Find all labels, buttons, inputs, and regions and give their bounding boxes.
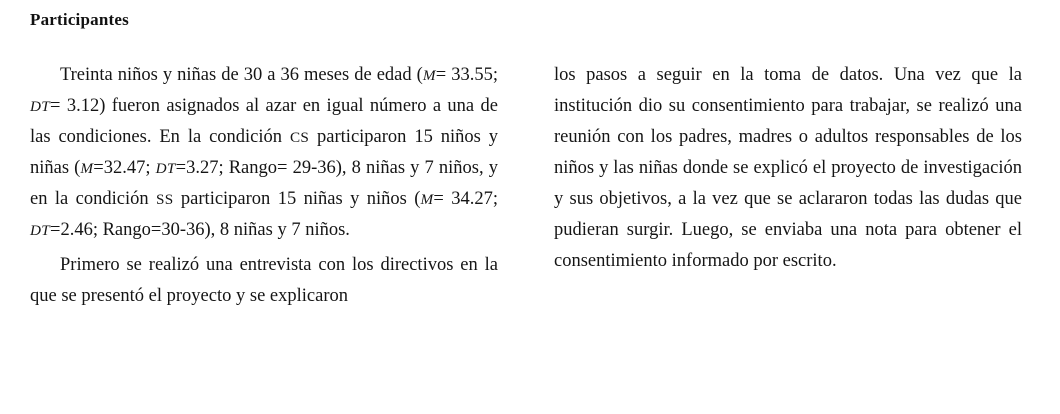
right-paragraph-1: los pasos a seguir en la toma de datos. Una vez que la institución dio su consentimiento para trabajar, se realizó una reunión con los padres, madres o adultos responsables de los niños y las niñas donde se explicó el proyecto de investigación y sus objetivos, a la vez que se aclararon todas las dudas que pudieran surgir. Luego, se enviaba una nota para obtener el consentimiento informado por escrito. [554,65,1022,271]
text-segment: = 34.27; [433,189,499,209]
abbr-mean-3: M [420,191,434,208]
abbr-sd-1: DT [30,98,51,115]
text-segment: =2.46; Rango=30-36), 8 niñas y 7 niños. [50,220,350,240]
text-segment: =3.27; Rango= 29-36), 8 niñas y 7 niños, y en la condición [30,158,498,209]
text-segment: = 3.12) fueron asignados al azar en igual número a una de las condiciones. En la condición [30,96,498,147]
section-heading: Participantes [30,10,129,29]
abbr-mean-2: M [80,160,94,177]
abbr-sd-3: DT [30,222,51,239]
text-segment: participaron 15 niños y niñas ( [30,127,498,178]
text-segment: participaron 15 niñas y niños ( [173,189,421,209]
abbr-sd-2: DT [155,160,176,177]
text-segment: Treinta niños y niñas de 30 a 36 meses de edad ( [60,65,423,85]
right-column [554,60,1022,277]
left-paragraph-1 [30,60,498,246]
condition-cs-label: CS [289,129,310,146]
two-column-body [30,60,1030,312]
text-segment: =32.47; [93,158,156,178]
text-segment: = 33.55; [435,65,498,85]
abbr-mean-1: M [422,67,436,84]
condition-ss-label: SS [156,191,174,208]
left-column [30,60,498,312]
left-paragraph-2: Primero se realizó una entrevista con los directivos en la que se presentó el proyecto y se explicaron [30,255,498,306]
